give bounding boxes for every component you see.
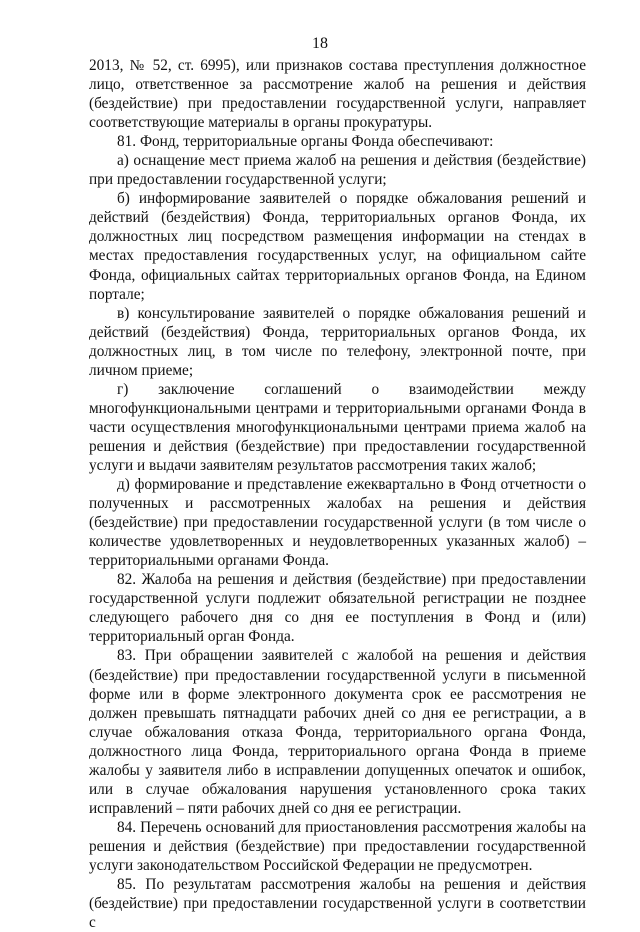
paragraph-81-g: г) заключение соглашений о взаимодействии между многофункциональными центрами и территориальными органами Фонда в части осуществления многофункциональными центрами приема жалоб на решения и действия (бездействие) при предоставлении государственной услуги и выдачи заявителям результатов рассмотрения таких жалоб; xyxy=(89,380,586,474)
paragraph-85: 85. По результатам рассмотрения жалобы на решения и действия (бездействие) при предоставлении государственной услуги в соответствии с xyxy=(89,876,586,932)
paragraph-81-b: б) информирование заявителей о порядке обжалования решений и действий (бездействия) Фонда, территориальных органов Фонда, их должностных лиц посредством размещения информации на стендах в местах предоставления государственных услуг, на официальном сайте Фонда, официальных сайтах территориальных органов Фонда, на Едином портале; xyxy=(89,190,586,303)
paragraph-82: 82. Жалоба на решения и действия (бездействие) при предоставлении государственной услуги подлежит обязательной регистрации не позднее следующего рабочего дня со дня ее поступления в Фонд и (или) территориальный орган Фонда. xyxy=(89,571,586,646)
paragraph-81: 81. Фонд, территориальные органы Фонда обеспечивают: xyxy=(117,133,494,151)
document-body xyxy=(89,56,586,932)
paragraph-continued: 2013, № 52, ст. 6995), или признаков состава преступления должностное лицо, ответственное за рассмотрение жалоб на решения и действия (бездействие) при предоставлении государственной услуги, направляет соответствующие материалы в органы прокуратуры. xyxy=(89,57,586,132)
paragraph-84: 84. Перечень оснований для приостановления рассмотрения жалобы на решения и действия (бездействие) при предоставлении государственной услуги законодательством Российской Федерации не предусмотрен. xyxy=(89,818,586,874)
paragraph-83: 83. При обращении заявителей с жалобой на решения и действия (бездействие) при предоставлении государственной услуги в письменной форме или в форме электронного документа срок ее рассмотрения не должен превышать пятнадцати рабочих дней со дня ее регистрации, а в случае обжалования отказа Фонда, территориального органа Фонда, должностного лица Фонда, территориального органа Фонда в приеме жалобы у заявителя либо в исправлении допущенных опечаток и ошибок, или в случае обжалования нарушения установленного срока таких исправлений – пяти рабочих дней со дня ее регистрации. xyxy=(89,647,586,817)
paragraph-81-v: в) консультирование заявителей о порядке обжалования решений и действий (бездействия) Фонда, территориальных органов Фонда, их должностных лиц, в том числе по телефону, электронной почте, при личном приеме; xyxy=(89,304,586,379)
paragraph-81-a: а) оснащение мест приема жалоб на решения и действия (бездействие) при предоставлении государственной услуги; xyxy=(89,152,586,189)
paragraph-81-d: д) формирование и представление ежеквартально в Фонд отчетности о полученных и рассмотренных жалобах на решения и действия (бездействие) при предоставлении государственной услуги (в том числе о количестве удовлетворенных и неудовлетворенных указанных жалоб) – территориальными органами Фонда. xyxy=(89,476,586,570)
page-number: 18 xyxy=(312,35,328,52)
